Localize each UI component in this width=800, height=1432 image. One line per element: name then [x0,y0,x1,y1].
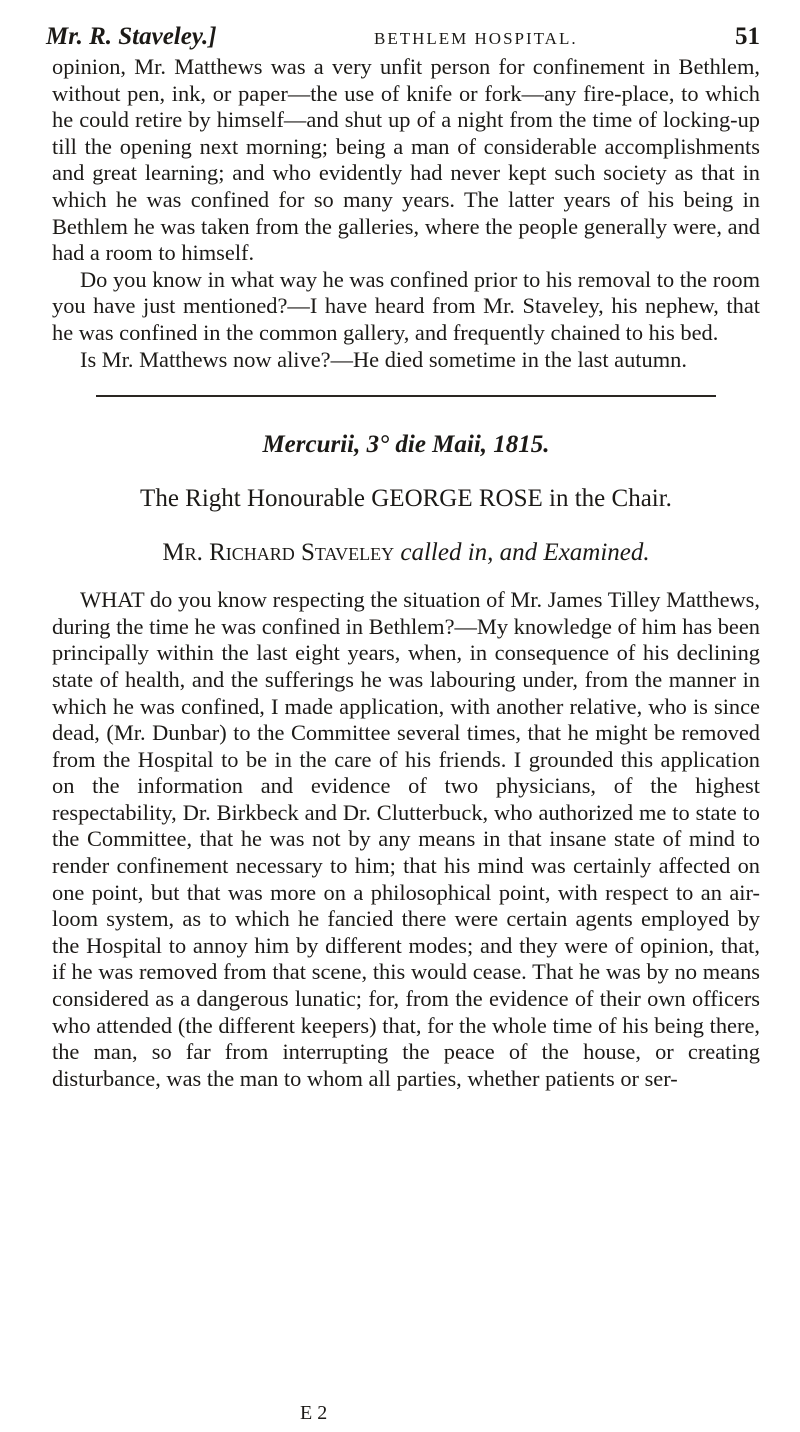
paragraph-question-alive: Is Mr. Matthews now alive?—He died sometime in the last autumn. [80,346,687,372]
running-head [46,22,760,54]
witness-heading [52,539,760,567]
session-chair: The Right Honourable GEORGE ROSE in the Chair. [140,485,672,513]
section-divider [96,395,716,397]
paragraph-question-confinement: Do you know in what way he was confined prior to his removal to the room you have just mentioned?—I have heard from Mr. Staveley, his nephew, that he was confined in the common gallery, and frequently chained to his bed. [52,266,760,345]
witness-status: called in, and Examined. [400,539,650,567]
paragraph-testimony: WHAT do you know respecting the situation of Mr. James Tilley Matthews, during the time he was confined in Bethlem?—My knowledge of him has been principally within the last eight years, when, in consequence of his declining state of health, and the sufferings he was labouring under, from the manner in which he was confined, I made application, with another relative, who is since dead, (Mr. Dunbar) to the Committee several times, that he might be removed from the Hospital to be in the care of his friends. I grounded this application on the information and evidence of two physicians, of the highest respectability, Dr. Birkbeck and Dr. Clutterbuck, who authorized me to state to the Committee, that he was not by any means in that insane state of mind to render confinement necessary to him; that his mind was certainly affected on one point, but that was more on a philosophical point, with respect to an air-loom system, as to which he fancied there were certain agents employed by the Hospital to annoy him by different modes; and they were of opinion, that, if he was removed from that scene, this would cease. That he was by no means considered as a dangerous lunatic; for, from the evidence of their own officers who attended (the different keepers) that, for the whole time of his being there, the man, so far from interrupting the peace of the house, or creating disturbance, was the man to whom all parties, whether patients or ser- [52,587,760,1091]
page-number: 51 [734,23,760,50]
witness-name: Mr. Richard Staveley [162,539,395,567]
signature-mark: E 2 [300,1402,328,1424]
paragraph-continued: opinion, Mr. Matthews was a very unfit person for confinement in Bethlem, without pen, ink, or paper—the use of knife or fork—any fire-place, to which he could retire by himself—and shut up of a night from the time of locking-up till the opening next morning; being a man of considerable accomplishments and great learning; and who evidently had never kept such society as that in which he was confined for so many years. The latter years of his being in Bethlem he was taken from the galleries, where the people generally were, and had a room to himself. [52,54,760,266]
running-head-left: Mr. R. Staveley.] [46,23,217,50]
session-date: Mercurii, 3° die Maii, 1815. [262,431,550,459]
running-head-title: BETHLEM HOSPITAL. [374,29,578,48]
